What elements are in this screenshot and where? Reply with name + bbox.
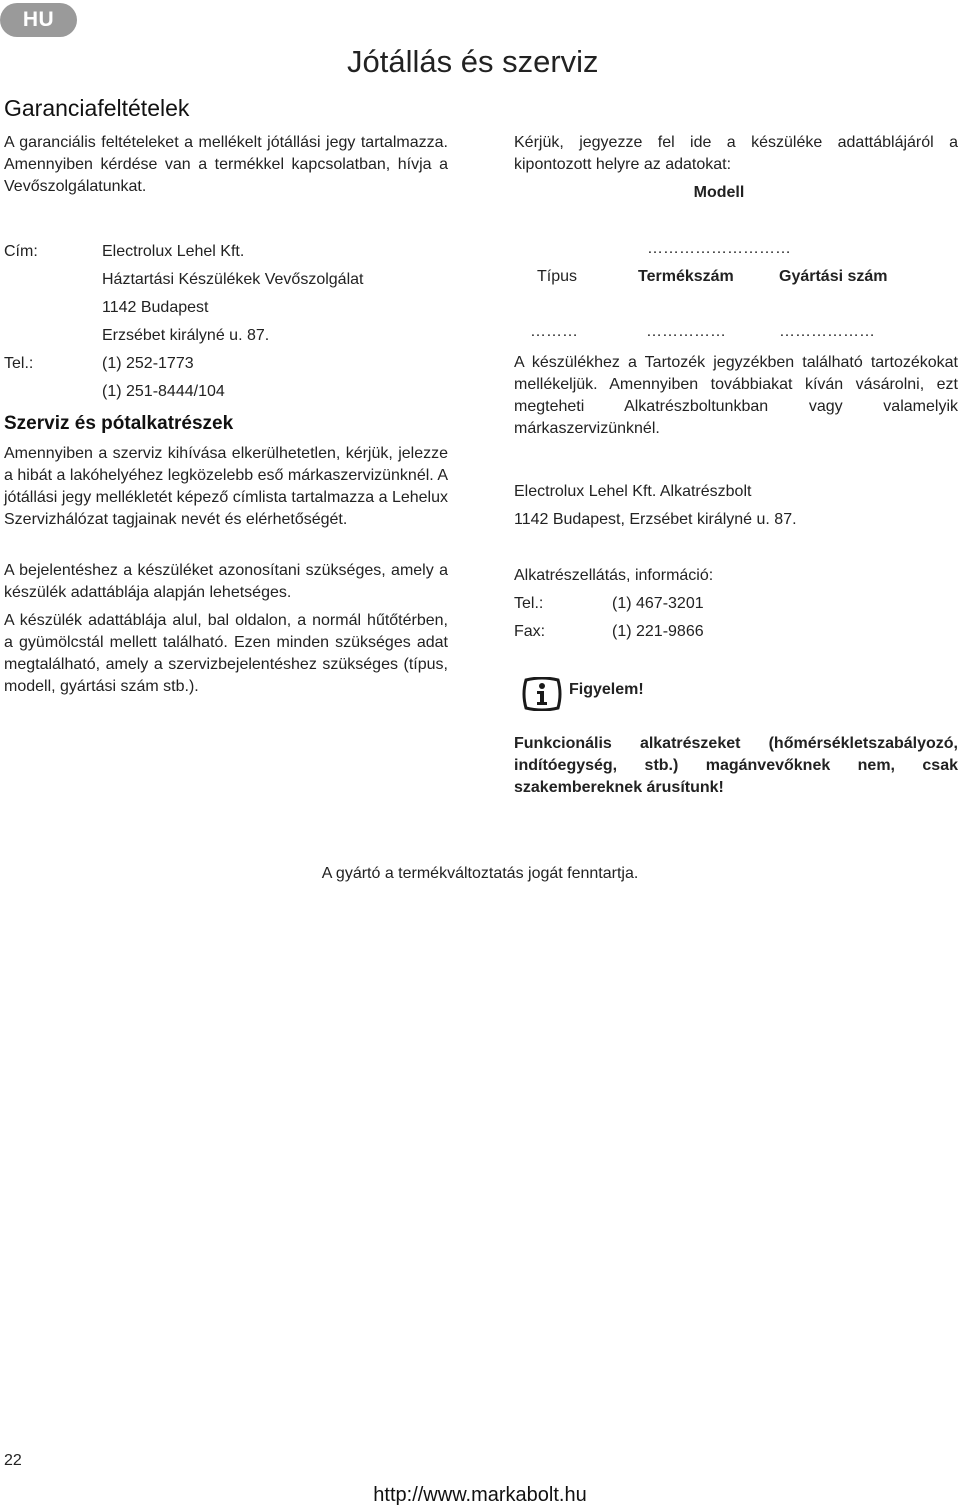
shop-address: 1142 Budapest, Erzsébet királyné u. 87. xyxy=(514,511,797,528)
warning-text: Funkcionális alkatrészeket (hőmérsékletszabályozó, indítóegység, stb.) magánvevőknek nem, csak szakembereknek árusítunk! xyxy=(514,735,958,796)
szerviz-paragraph: Amennyiben a szerviz kihívása elkerülhetetlen, kérjük, jelezze a hibát a lakóhelyéhez legközelebb eső márkaszervizünknél. A jótállási jegy mellékletét képező címlista tartalmazza a Lehelux Szervizhálózat tagjainak nevét és elérhetőségét. xyxy=(4,445,448,528)
accessories-text: A készülékhez a Tartozék jegyzékben található tartozékokat mellékeljük. Amennyiben továbbiakat kíván vásárolni, ezt megteheti Alkatrészboltunkban vagy valamelyik márkaszervizünknél. xyxy=(514,354,958,437)
record-intro: Kérjük, jegyezze fel ide a készüléke adattáblájáról a kipontozott helyre az adatokat: xyxy=(514,134,958,173)
shop-line: Electrolux Lehel Kft. Alkatrészbolt xyxy=(514,483,752,500)
tel-label: Tel.: xyxy=(4,355,34,372)
address-line: Electrolux Lehel Kft. xyxy=(102,243,245,260)
page-title: Jótállás és szerviz xyxy=(347,44,599,79)
page-number: 22 xyxy=(4,1452,22,1469)
shop-tel-value: (1) 467-3201 xyxy=(612,595,704,612)
szerviz-heading: Szerviz és pótalkatrészek xyxy=(4,413,234,434)
termekszam-dots: …………… xyxy=(646,323,726,340)
szerviz-paragraph: A bejelentéshez a készüléket azonosítani szükséges, amely a készülék adattáblája alapján lehetséges. xyxy=(4,562,448,601)
phone-number: (1) 252-1773 xyxy=(102,355,194,372)
address-line: Erzsébet királyné u. 87. xyxy=(102,327,270,344)
shop-tel-label: Tel.: xyxy=(514,595,544,612)
gyartasi-szam-label: Gyártási szám xyxy=(779,268,888,285)
gyartasi-szam-dots: ……………… xyxy=(779,323,875,340)
language-badge: HU xyxy=(0,3,77,37)
address-line: 1142 Budapest xyxy=(102,299,209,316)
garancia-heading: Garanciafeltételek xyxy=(4,95,190,121)
szerviz-paragraph: A készülék adattáblája alul, bal oldalon, a normál hűtőtérben, a gyümölcstál mellett található. Ezen minden szükséges adat megtalálható, amely a szervizbejelentéshez szükséges (típus, modell, gyártási szám stb.). xyxy=(4,612,448,695)
info-icon xyxy=(522,677,562,711)
modell-label: Modell xyxy=(693,184,745,201)
modell-dots: ……………………… xyxy=(647,240,791,257)
warning-title: Figyelem! xyxy=(569,681,644,698)
tipus-dots: ……… xyxy=(530,323,578,340)
garancia-text: A garanciális feltételeket a mellékelt jótállási jegy tartalmazza. Amennyiben kérdése van a termékkel kapcsolatban, hívja a Vevőszolgálatunkat. xyxy=(4,134,448,195)
shop-fax-value: (1) 221-9866 xyxy=(612,623,704,640)
address-line: Háztartási Készülékek Vevőszolgálat xyxy=(102,271,364,288)
phone-number: (1) 251-8444/104 xyxy=(102,383,225,400)
info-heading: Alkatrészellátás, információ: xyxy=(514,567,714,584)
tipus-label: Típus xyxy=(537,268,578,285)
cim-label: Cím: xyxy=(4,243,38,260)
shop-fax-label: Fax: xyxy=(514,623,546,640)
source-url[interactable]: http://www.markabolt.hu xyxy=(373,1484,587,1506)
termekszam-label: Termékszám xyxy=(638,268,734,285)
rights-notice: A gyártó a termékváltoztatás jogát fenntartja. xyxy=(321,865,639,882)
